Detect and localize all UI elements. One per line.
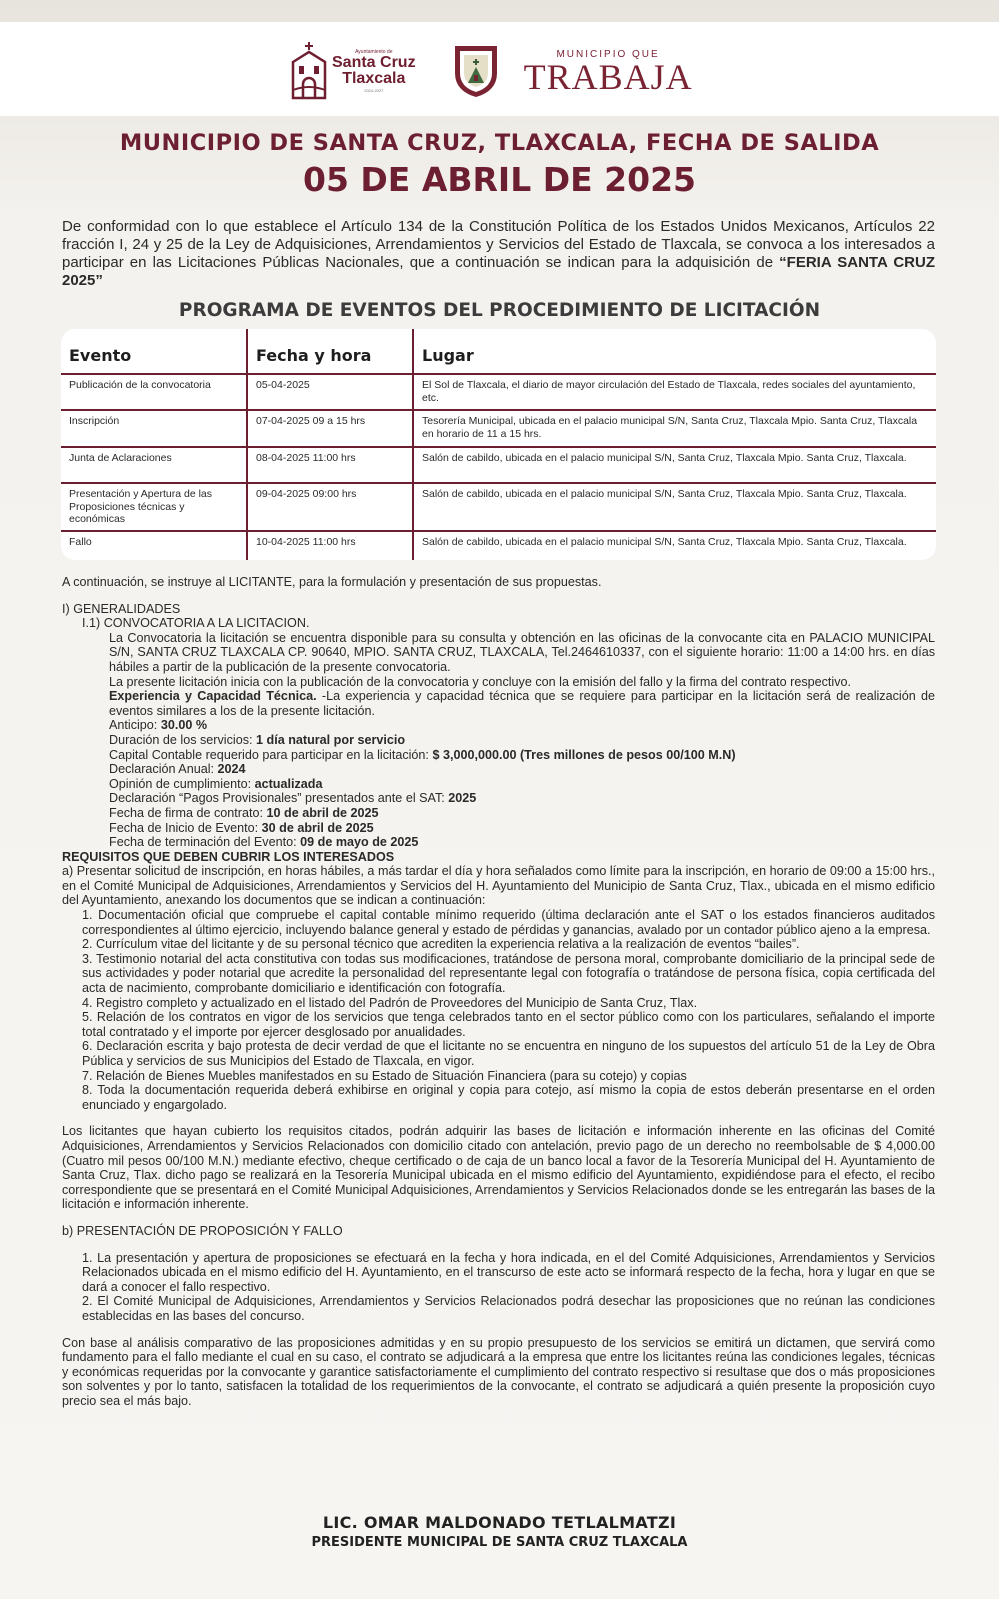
list-item: 1. Documentación oficial que compruebe el capital contable mínimo requerido (última declaración ante el SAT o los estados financieros auditados correspondientes al último ejercicio, incluyendo balance general y estado de pérdidas y ganancias, avalado por un contador público ajeno a la empresa. [82,908,935,937]
convocatoria-heading: I.1) CONVOCATORIA A LA LICITACION. [82,616,310,631]
cell-lugar: Salón de cabildo, ubicada en el palacio municipal S/N, Santa Cruz, Tlaxcala Mpio. Santa Cruz, Tlaxcala. [413,447,936,483]
requisitos-a: a) Presentar solicitud de inscripción, en horas hábiles, a más tardar el día y hora señalados como límite para la inscripción, en horario de 09:00 a 15:00 hrs., en el Comité Municipal de Adquisiciones, Arrendamientos y Servicios del H. Ayuntamiento del Municipio de Santa Cruz, Tlax., ubicada en el mismo edificio del Ayuntamiento, anexando los documentos que se indican a continuación: [62,864,935,908]
section-title: PROGRAMA DE EVENTOS DEL PROCEDIMIENTO DE LICITACIÓN [178,300,821,321]
events-table [61,329,936,560]
cell-fecha: 07-04-2025 09 a 15 hrs [247,410,413,447]
cell-lugar: Salón de cabildo, ubicada en el palacio municipal S/N, Santa Cruz, Tlaxcala Mpio. Santa Cruz, Tlaxcala. [413,531,936,561]
detail-opinion: Opinión de cumplimiento: actualizada [109,776,323,791]
header-evento: Evento [61,329,247,374]
bases-paragraph: Los licitantes que hayan cubierto los requisitos citados, podrán adquirir las bases de licitación e información inherente en las oficinas del Comité Adquisiciones, Arrendamientos y Servicios Relacionados con domicilio citado con antelación, previo pago de un derecho no reembolsable de $ 4,000.00 (Cuatro mil pesos 00/100 M.N.) mediante efectivo, cheque certificado o de caja de un banco local a favor de la Tesorería Municipal del H. Ayuntamiento de Santa Cruz, Tlax. dicho pago se realizará en la Tesorería Municipal ubicada en el mismo edificio del Ayuntamiento, expidiéndose para el efecto, el recibo correspondiente que se presentará en el Comité Municipal Adquisiciones, Arrendamientos y Servicios Relacionados donde se les entregarán las bases de la licitación e información inherente. [62,1124,935,1212]
main-title: MUNICIPIO DE SANTA CRUZ, TLAXCALA, FECHA DE SALIDA [119,130,880,156]
table-row [61,483,936,531]
logo-tlaxcala: Tlaxcala [342,69,406,87]
cell-evento: Junta de Aclaraciones [61,447,247,483]
trabaja-big: TRABAJA [523,56,693,97]
signer-name: LIC. OMAR MALDONADO TETLALMATZI [322,1513,677,1532]
presentacion-heading: b) PRESENTACIÓN DE PROPOSICIÓN Y FALLO [62,1223,343,1238]
logo-years: 2024-2027 [364,87,384,93]
header-lugar: Lugar [413,329,936,374]
cell-fecha: 09-04-2025 09:00 hrs [247,483,413,531]
signer-position: PRESIDENTE MUNICIPAL DE SANTA CRUZ TLAXCALA [311,1535,688,1550]
intro-text: De conformidad con lo que establece el Artículo 134 de la Constitución Política de los Estados Unidos Mexicanos, Artículos 22 fracción I, 24 y 25 de la Ley de Adquisiciones, Arrendamientos y Servicios del Estado de Tlaxcala, se convoca a los interesados a participar en las Licitaciones Públicas Nacionales, que a continuación se indican para la adquisición de [62,218,935,271]
cell-fecha: 08-04-2025 11:00 hrs [247,447,413,483]
municipal-shield-icon [452,43,500,99]
cell-lugar: Salón de cabildo, ubicada en el palacio municipal S/N, Santa Cruz, Tlaxcala Mpio. Santa Cruz, Tlaxcala. [413,483,936,531]
church-emblem-icon [290,40,328,102]
detail-declaracion-anual: Declaración Anual: 2024 [109,762,246,777]
logo-santa-cruz: Santa Cruz [332,53,416,71]
table-row [61,374,936,410]
convocatoria-paragraph-2: La presente licitación inicia con la publicación de la convocatoria y concluye con la emisión del fallo y la firma del contrato respectivo. [109,674,852,689]
santa-cruz-logo [290,40,416,102]
header-banner [0,22,999,116]
cell-evento: Inscripción [61,410,247,447]
presentacion-list [62,1251,935,1324]
document-body [62,575,935,1408]
logo-caption: Ayuntamiento de [355,48,393,55]
header-fecha: Fecha y hora [247,329,413,374]
cell-evento: Publicación de la convocatoria [61,374,247,410]
list-item: 4. Registro completo y actualizado en el listado del Padrón de Proveedores del Municipio de Santa Cruz, Tlax. [82,995,698,1010]
experiencia-label: Experiencia y Capacidad Técnica. [109,689,317,704]
detail-firma-contrato: Fecha de firma de contrato: 10 de abril de 2025 [109,805,379,820]
list-item: 5. Relación de los contratos en vigor de los servicios que tenga celebrados tanto en el sector público como con los particulares, señalando el importe total contratado y el importe por ejercer desglosado por anualidades. [82,1010,935,1039]
trabaja-top: MUNICIPIO QUE [556,48,660,60]
detail-inicio-evento: Fecha de Inicio de Evento: 30 de abril de 2025 [109,820,374,835]
detail-capital: Capital Contable requerido para participar en la licitación: $ 3,000,000.00 (Tres millones de pesos 00/100 M.N) [109,747,736,762]
cell-lugar: Tesorería Municipal, ubicada en el palacio municipal S/N, Santa Cruz, Tlaxcala Mpio. Santa Cruz, Tlaxcala en horario de 11 a 15 hrs. [413,410,936,447]
list-item: 7. Relación de Bienes Muebles manifestados en su Estado de Situación Financiera (para su cotejo) y copias [82,1068,687,1083]
logos [290,36,693,106]
table-row [61,410,936,447]
convocatoria-paragraph-1: La Convocatoria la licitación se encuentra disponible para su consulta y obtención en las oficinas de la convocante cita en PALACIO MUNICIPAL S/N, SANTA CRUZ TLAXCALA CP. 90640, MPIO. SANTA CRUZ, TLAXCALA, Tel.2464610337, con el siguiente horario: 11:00 a 14:00 hrs. en días hábiles a partir de la publicación de la presente convocatoria. [109,630,935,674]
cell-evento: Fallo [61,531,247,561]
experiencia-text: -La experiencia y capacidad técnica que se requiere para participar en la licitación será de realización de eventos similares a los de la presente licitación. [109,689,935,718]
detail-pagos-provisionales: Declaración “Pagos Provisionales” presentados ante el SAT: 2025 [109,791,477,806]
requisitos-heading: REQUISITOS QUE DEBEN CUBRIR LOS INTERESADOS [62,849,395,864]
list-item: 1. La presentación y apertura de proposiciones se efectuará en la fecha y hora indicada, en el del Comité Adquisiciones, Arrendamientos y Servicios Relacionados ubicada en el mismo edificio del H. Ayuntamiento, en el transcurso de este acto se informará respecto de la fecha, hora y lugar en que se dará a conocer el fallo respectivo. [82,1250,935,1294]
cell-fecha: 10-04-2025 11:00 hrs [247,531,413,561]
detail-terminacion-evento: Fecha de terminación del Evento: 09 de mayo de 2025 [109,835,419,850]
table-row [61,447,936,483]
intro-bold: “FERIA SANTA CRUZ 2025” [62,254,936,289]
list-item: 2. Currículum vitae del licitante y de su personal técnico que acrediten la experiencia relativa a la realización de eventos “bailes”. [82,937,800,952]
detail-duracion: Duración de los servicios: 1 día natural por servicio [109,732,406,747]
trabaja-logo [523,48,693,97]
main-date: 05 DE ABRIL DE 2025 [302,160,696,199]
generalidades-heading: I) GENERALIDADES [62,601,181,616]
final-paragraph: Con base al análisis comparativo de las proposiciones admitidas y en su propio presupuesto de los servicios se emitirá un dictamen, que servirá como fundamento para el fallo mediante el cual en su caso, el contrato se adjudicará a la empresa que entre los licitantes reúna las condiciones legales, técnicas y económicas requeridas por la convocante y garantice satisfactoriamente el cumplimiento del contrato respectivo si resultase que dos o más proposiciones son solventes y por lo tanto, satisfacen la totalidad de los requerimientos de la convocante, el contrato se adjudicará a quién presente la proposición cuyo precio sea el más bajo. [62,1335,935,1408]
cell-evento: Presentación y Apertura de las Proposiciones técnicas y económicas [61,483,247,531]
cell-fecha: 05-04-2025 [247,374,413,410]
signature-block [0,1513,999,1550]
requisitos-list [62,908,935,1112]
intro-paragraph [62,218,935,290]
list-item: 2. El Comité Municipal de Adquisiciones, Arrendamientos y Servicios Relacionados podrá desechar las proposiciones que no reúnan las condiciones establecidas en las bases del concurso. [82,1294,935,1323]
list-item: 8. Toda la documentación requerida deberá exhibirse en original y copia para cotejo, así mismo la copia de estos deberán presentarse en el orden enunciado y engargolado. [82,1083,935,1112]
list-item: 6. Declaración escrita y bajo protesta de decir verdad de que el licitante no se encuentra en ninguno de los supuestos del artículo 51 de la Ley de Obra Pública y servicios de sus Municipios del Estado de Tlaxcala, en vigor. [82,1039,935,1068]
detail-anticipo: Anticipo: 30.00 % [109,718,208,733]
experiencia-paragraph [62,689,935,718]
cell-lugar: El Sol de Tlaxcala, el diario de mayor circulación del Estado de Tlaxcala, redes sociales del ayuntamiento, etc. [413,374,936,410]
list-item: 3. Testimonio notarial del acta constitutiva con todas sus modificaciones, tratándose de persona moral, comprobante domiciliario de la principal sede de sus actividades y poder notarial que acredite la personalidad del representante legal con fotografía o tratándose de persona física, copia certificada del acta de nacimiento, comprobante domiciliario e identificación con fotografía. [82,951,935,996]
instruction-text: A continuación, se instruye al LICITANTE, para la formulación y presentación de sus propuestas. [62,575,602,589]
table-row [61,531,936,561]
